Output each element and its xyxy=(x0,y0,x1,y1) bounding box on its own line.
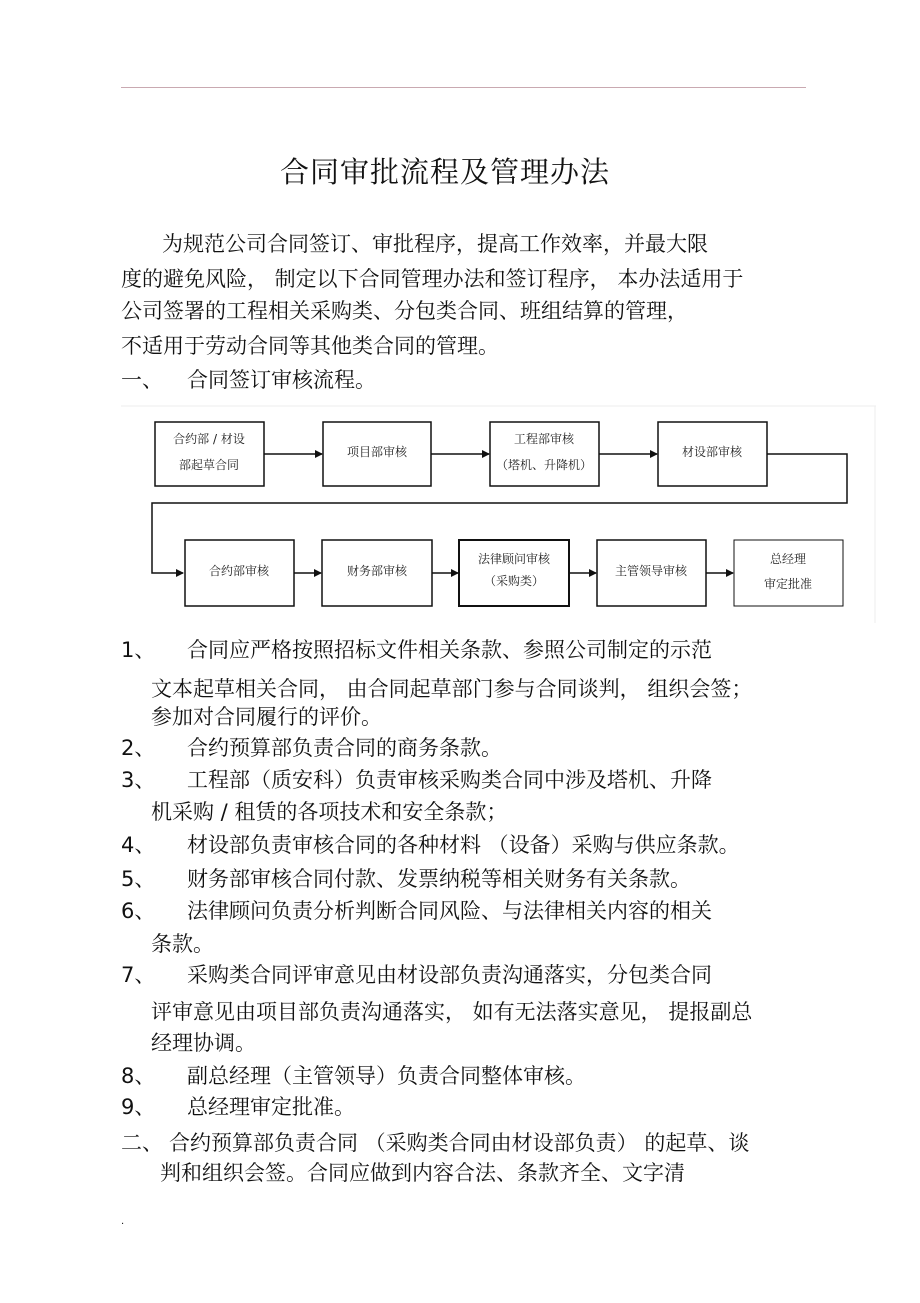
item-text: 合同应严格按照招标文件相关条款、参照公司制定的示范 xyxy=(187,638,712,662)
item-text: 条款。 xyxy=(151,932,214,956)
flow-box-label: 财务部审核 xyxy=(346,564,408,578)
flow-box-label: （采购类） xyxy=(483,574,545,588)
approval-flowchart xyxy=(121,405,876,625)
flow-box-label: 部起草合同 xyxy=(178,458,240,472)
item-text: 材设部负责审核合同的各种材料 （设备）采购与供应条款。 xyxy=(187,833,740,857)
item-number: 2、 xyxy=(121,736,156,760)
flow-box-contracts-dept xyxy=(185,540,294,606)
flow-box-draft xyxy=(155,422,264,486)
item-text: 总经理审定批准。 xyxy=(187,1095,355,1119)
section-marker: 一、 xyxy=(121,368,163,392)
footer-mark: . xyxy=(121,1216,125,1227)
flow-box-engineering-dept xyxy=(490,422,599,486)
item-number: 4、 xyxy=(121,833,156,857)
item-text: 参加对合同履行的评价。 xyxy=(151,705,382,729)
item-number: 9、 xyxy=(121,1095,156,1119)
section-heading: 合同签订审核流程。 xyxy=(187,368,376,392)
section-text: 判和组织会签。合同应做到内容合法、条款齐全、文字清 xyxy=(160,1161,685,1185)
item-text: 财务部审核合同付款、发票纳税等相关财务有关条款。 xyxy=(187,867,691,891)
item-text: 合约预算部负责合同的商务条款。 xyxy=(187,736,502,760)
flow-box-label: 合约部审核 xyxy=(208,564,270,578)
item-number: 7、 xyxy=(121,963,156,987)
item-text: 工程部（质安科）负责审核采购类合同中涉及塔机、升降 xyxy=(187,768,712,792)
item-text: 机采购 / 租赁的各项技术和安全条款； xyxy=(151,800,508,824)
item-number: 6、 xyxy=(121,899,156,923)
item-number: 3、 xyxy=(121,768,156,792)
item-number: 1、 xyxy=(121,638,156,662)
flow-box-legal-counsel xyxy=(459,540,569,606)
intro-line: 不适用于劳动合同等其他类合同的管理。 xyxy=(121,334,499,358)
flow-box-label: 总经理 xyxy=(769,552,807,566)
item-text: 经理协调。 xyxy=(151,1031,256,1055)
flow-box-project-dept xyxy=(323,422,431,486)
flow-box-label: 法律顾问审核 xyxy=(477,552,551,566)
item-text: 评审意见由项目部负责沟通落实， 如有无法落实意见， 提报副总 xyxy=(151,1000,753,1024)
flow-box-label: 材设部审核 xyxy=(681,445,743,459)
intro-line: 公司签署的工程相关采购类、分包类合同、班组结算的管理， xyxy=(121,299,688,323)
item-number: 8、 xyxy=(121,1064,156,1088)
flow-box-label: （塔机、升降机） xyxy=(495,458,593,472)
flow-box-label: 审定批准 xyxy=(763,577,813,591)
flow-box-materials-dept xyxy=(658,422,767,486)
item-text: 文本起草相关合同， 由合同起草部门参与合同谈判， 组织会签； xyxy=(151,677,753,701)
item-text: 采购类合同评审意见由材设部负责沟通落实，分包类合同 xyxy=(187,963,712,987)
item-number: 5、 xyxy=(121,867,156,891)
flow-box-finance-dept xyxy=(322,540,432,606)
intro-line: 度的避免风险， 制定以下合同管理办法和签订程序， 本办法适用于 xyxy=(121,267,744,291)
intro-line: 为规范公司合同签订、审批程序，提高工作效率，并最大限 xyxy=(162,232,708,256)
flow-box-label: 工程部审核 xyxy=(513,432,575,446)
item-text: 副总经理（主管领导）负责合同整体审核。 xyxy=(187,1064,586,1088)
flow-box-supervisor xyxy=(597,540,706,606)
flow-box-label: 项目部审核 xyxy=(346,445,408,459)
flow-box-label: 主管领导审核 xyxy=(614,564,688,578)
flow-box-general-manager xyxy=(734,540,843,606)
header-rule xyxy=(121,87,806,88)
flow-box-label: 合约部 / 材设 xyxy=(173,432,245,446)
section-marker: 二、 xyxy=(121,1131,163,1155)
section-text: 合约预算部负责合同 （采购类合同由材设部负责） 的起草、谈 xyxy=(169,1131,750,1155)
item-text: 法律顾问负责分析判断合同风险、与法律相关内容的相关 xyxy=(187,899,712,923)
page-title: 合同审批流程及管理办法 xyxy=(279,155,610,189)
